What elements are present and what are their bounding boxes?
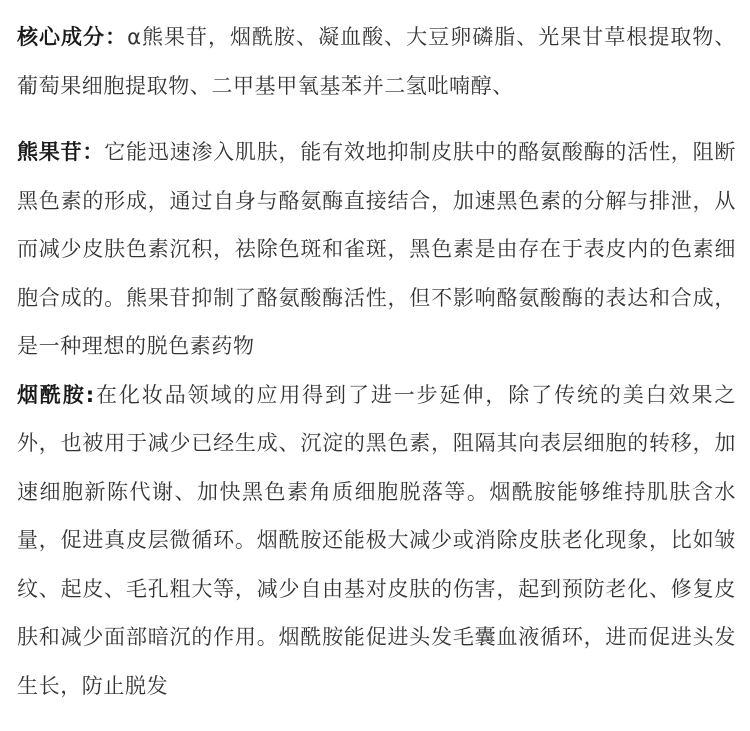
paragraph-label: 熊果苷： (17, 140, 105, 164)
paragraph-text: 在化妆品领域的应用得到了进一步延伸，除了传统的美白效果之外，也被用于减少已经生成、沉淀的黑色素，阻隔其向表层细胞的转移，加速细胞新陈代谢、加快黑色素角质细胞脱落等。烟酰胺能够维持肌肤含水量，促进真皮层微循环。烟酰胺还能极大减少或消除皮肤老化现象，比如皱纹、起皮、毛孔粗大等，减少自由基对皮肤的伤害，起到预防老化、修复皮肤和减少面部暗沉的作用。烟酰胺能促进头发毛囊血液循环，进而促进头发生长，防止脱发 (17, 382, 736, 698)
paragraph-label: 核心成分： (17, 25, 128, 49)
paragraph-text: 它能迅速渗入肌肤，能有效地抑制皮肤中的酪氨酸酶的活性，阻断黑色素的形成，通过自身与酪氨酶直接结合，加速黑色素的分解与排泄，从而减少皮肤色素沉积，祛除色斑和雀斑，黑色素是由存在于表皮内的色素细胞合成的。熊果苷抑制了酪氨酸酶活性，但不影响酪氨酸酶的表达和合成，是一种理想的脱色素药物 (17, 140, 736, 358)
paragraph-arbutin (17, 128, 736, 371)
paragraph-core-ingredients (17, 13, 736, 110)
paragraph-text: α熊果苷，烟酰胺、凝血酸、大豆卵磷脂、光果甘草根提取物、葡萄果细胞提取物、二甲基甲氧基苯并二氢吡喃醇、 (17, 25, 737, 98)
paragraph-niacinamide (17, 371, 736, 711)
paragraph-label: 烟酰胺: (17, 382, 95, 407)
